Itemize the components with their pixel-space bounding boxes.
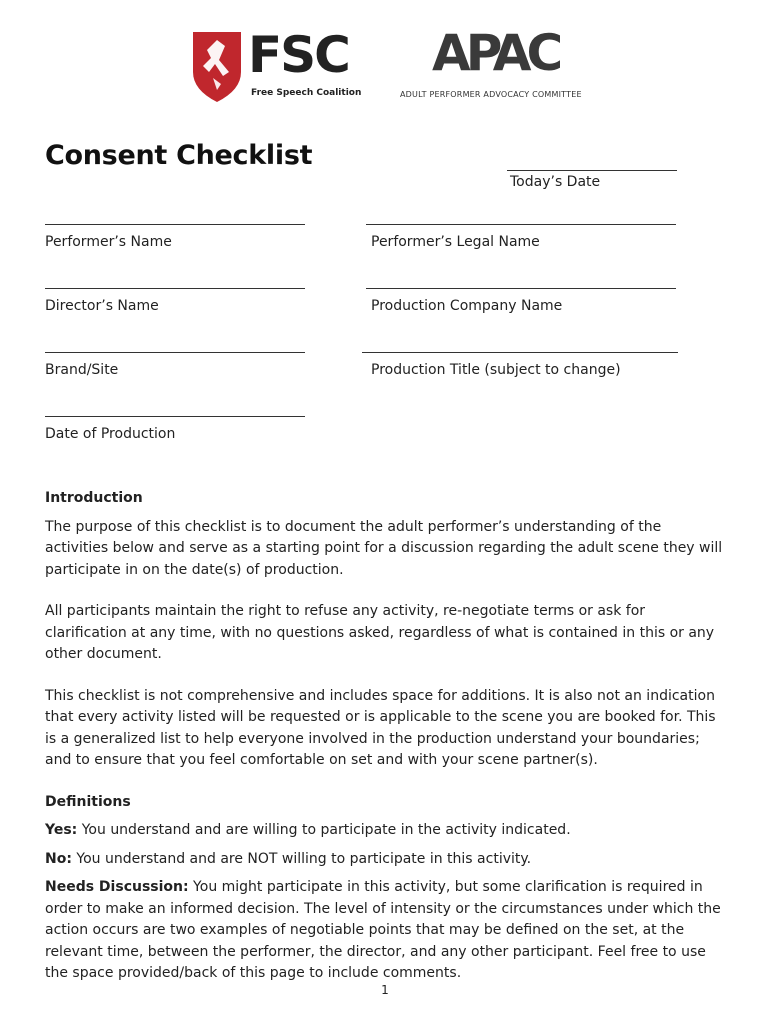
production-company-label: Production Company Name — [371, 298, 563, 314]
apac-logo — [398, 24, 598, 104]
brand-site-label: Brand/Site — [45, 362, 119, 378]
definitions-section — [45, 792, 725, 985]
logo-header — [0, 24, 770, 105]
definition-needs-discussion-term: Needs Discussion: — [45, 879, 189, 895]
todays-date-label: Today’s Date — [510, 174, 601, 190]
apac-wordmark: APAC — [432, 24, 559, 82]
page-title: Consent Checklist — [45, 140, 313, 171]
todays-date-field[interactable] — [507, 170, 677, 190]
date-of-production-field[interactable] — [45, 416, 305, 442]
date-of-production-label: Date of Production — [45, 426, 176, 442]
production-title-line[interactable] — [362, 352, 678, 353]
production-company-line[interactable] — [366, 288, 676, 289]
definition-no — [45, 849, 725, 871]
performers-name-line[interactable] — [45, 224, 305, 225]
performers-name-label: Performer’s Name — [45, 234, 172, 250]
intro-paragraph-3: This checklist is not comprehensive and includes space for additions. It is also not an indication that every activity listed will be requested or is applicable to the scene you are booked for. This is a generalized list to help everyone involved in the production understand your boundaries; and to ensure that you feel comfortable on set and with your scene partner(s). — [45, 687, 716, 768]
definitions-heading: Definitions — [45, 793, 131, 810]
definition-yes — [45, 820, 725, 842]
definition-needs-discussion — [45, 877, 725, 985]
intro-paragraph-1: The purpose of this checklist is to document the adult performer’s understanding of the activities below and serve as a starting point for a discussion regarding the adult scene they will participate in on the date(s) of production. — [45, 518, 723, 578]
intro-paragraph-2: All participants maintain the right to refuse any activity, re-negotiate terms or ask for clarification at any time, with no questions asked, regardless of what is contained in this or any other document. — [45, 603, 715, 662]
performers-legal-name-line[interactable] — [366, 224, 676, 225]
production-title-field[interactable] — [362, 352, 678, 378]
fsc-subtitle: Free Speech Coalition — [251, 88, 362, 98]
performers-legal-name-label: Performer’s Legal Name — [371, 234, 540, 250]
performers-name-field[interactable] — [45, 224, 305, 250]
fsc-shield-icon — [193, 32, 241, 102]
directors-name-label: Director’s Name — [45, 298, 159, 314]
date-of-production-line[interactable] — [45, 416, 305, 417]
definition-no-text: You understand and are NOT willing to participate in this activity. — [71, 850, 532, 867]
directors-name-line[interactable] — [45, 288, 305, 289]
fsc-wordmark: FSC — [248, 26, 349, 84]
brand-site-field[interactable] — [45, 352, 305, 378]
directors-name-field[interactable] — [45, 288, 305, 314]
definition-needs-discussion-text: You might participate in this activity, but some clarification is required in order to make an informed decision. The level of intensity or the circumstances under which the action occurs are two examples of negotiable points that may be defined on the set, at the relevant time, between the performer, the director, and any other participant. Feel free to use the space provided/back of this page to include comments. — [45, 879, 721, 981]
document-body — [45, 488, 725, 992]
production-company-field[interactable] — [366, 288, 676, 314]
page-number: 1 — [381, 983, 389, 997]
definition-yes-text: You understand and are willing to participate in the activity indicated. — [77, 822, 571, 838]
apac-subtitle: ADULT PERFORMER ADVOCACY COMMITTEE — [400, 90, 582, 99]
definition-yes-term: Yes: — [45, 822, 78, 838]
todays-date-line[interactable] — [507, 170, 677, 171]
definition-no-term: No: — [45, 850, 72, 867]
production-title-label: Production Title (subject to change) — [371, 362, 621, 378]
performers-legal-name-field[interactable] — [366, 224, 676, 250]
introduction-heading: Introduction — [45, 490, 143, 506]
fsc-logo — [193, 26, 363, 104]
brand-site-line[interactable] — [45, 352, 305, 353]
